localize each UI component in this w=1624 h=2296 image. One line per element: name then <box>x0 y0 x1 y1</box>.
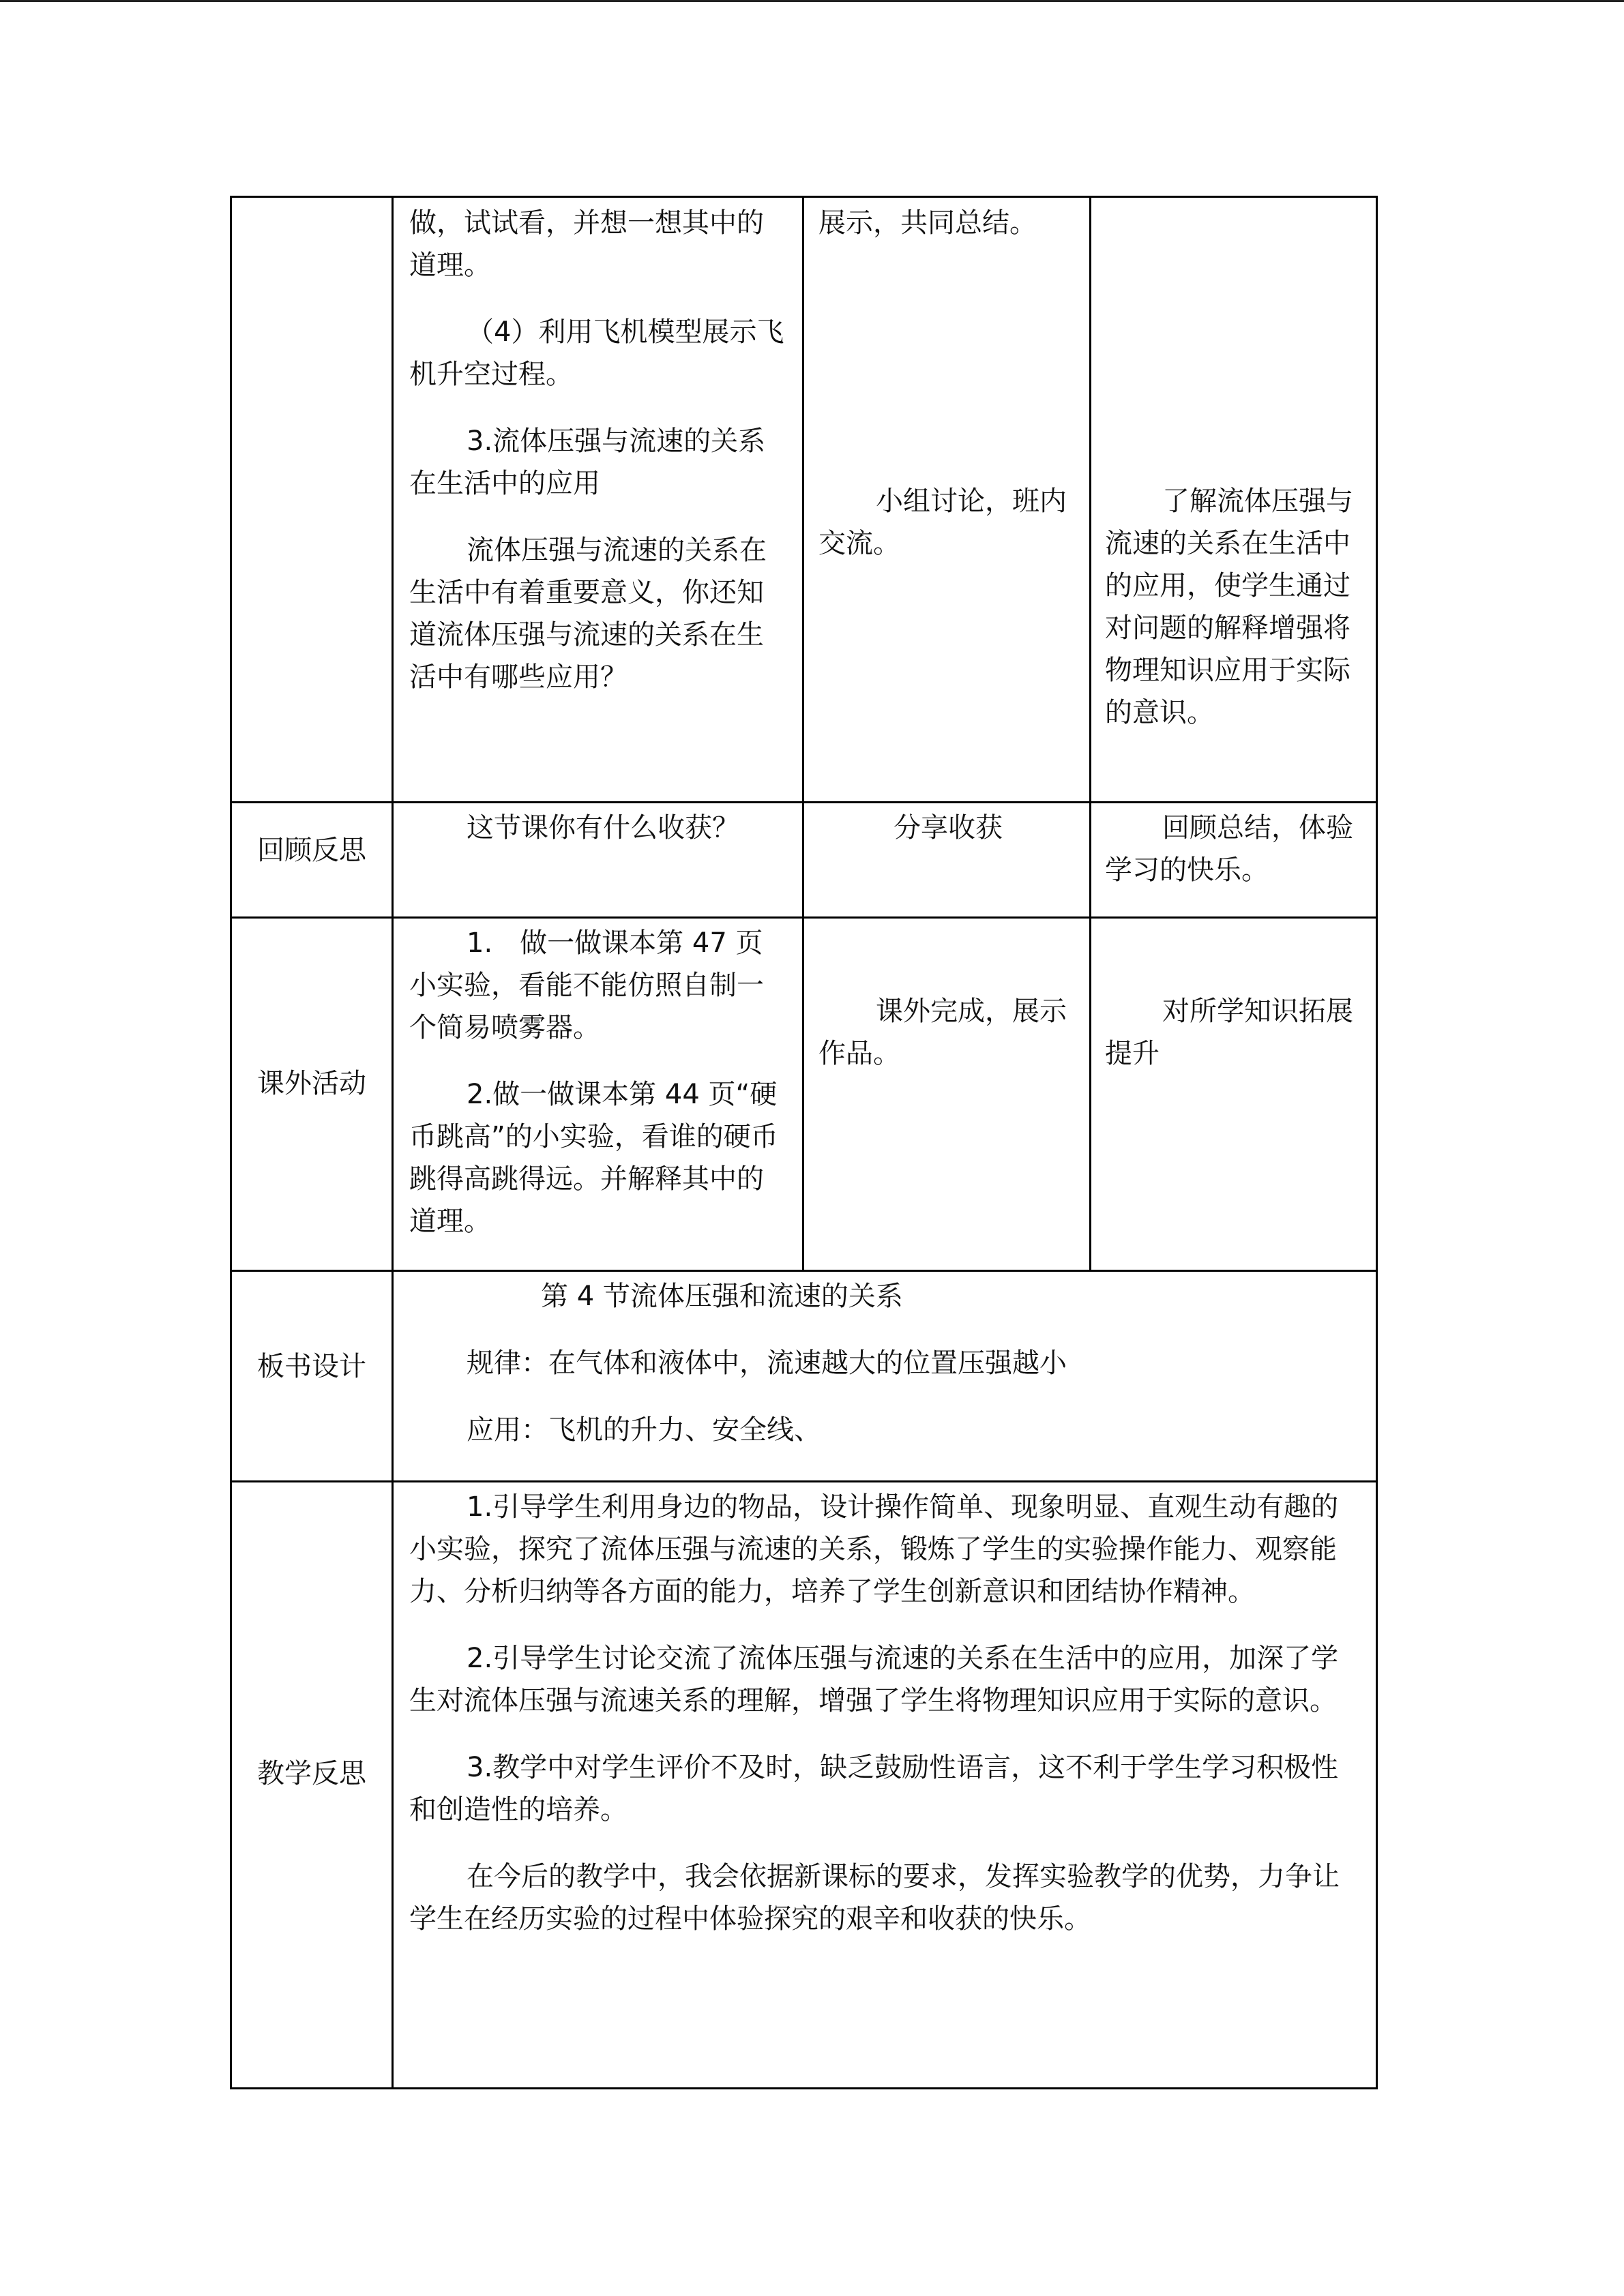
board-application: 应用：飞机的升力、安全线、 <box>467 1414 821 1446</box>
row-divider-1 <box>230 801 1378 803</box>
extracurricular-item-1: 1. 做一做课本第 47 页小实验，看能不能仿照自制一个简易喷雾器。 <box>409 927 764 1043</box>
review-content-text: 这节课你有什么收获？ <box>467 812 739 844</box>
table-col2-divider <box>802 196 804 1271</box>
cont-text-3: 3.流体压强与流速的关系在生活中的应用 <box>409 426 766 499</box>
board-title: 第 4 节流体压强和流速的关系 <box>541 1281 903 1312</box>
table-col3-divider <box>1089 196 1091 1271</box>
cont-text-2: （4）利用飞机模型展示飞机升空过程。 <box>409 316 784 390</box>
extracurricular-content <box>409 922 788 1267</box>
row-divider-4 <box>230 1480 1378 1482</box>
row-divider-2 <box>230 916 1378 919</box>
table-left-border <box>230 196 232 2089</box>
cont-text-1: 做，试试看，并想一想其中的道理。 <box>409 207 764 281</box>
table-bottom-border <box>230 2087 1378 2089</box>
extracurricular-purpose-text: 对所学知识拓展提升 <box>1105 996 1353 1069</box>
table-col1-divider <box>392 196 394 2089</box>
extracurricular-item-2: 2.做一做课本第 44 页“硬币跳高”的小实验，看谁的硬币跳得高跳得远。并解释其中的道理。 <box>409 1079 778 1237</box>
extracurricular-purpose <box>1105 990 1364 1099</box>
cont-teacher-activity <box>409 202 788 723</box>
review-purpose-text: 回顾总结，体验学习的快乐。 <box>1105 812 1353 886</box>
cont-text-4: 流体压强与流速的关系在生活中有着重要意义，你还知道流体压强与流速的关系在生活中有哪些应用？ <box>409 535 767 693</box>
extracurricular-label: 课外活动 <box>257 1068 366 1099</box>
reflection-paragraph-4: 在今后的教学中，我会依据新课标的要求，发挥实验教学的优势，力争让学生在经历实验的过程中体验探究的艰辛和收获的快乐。 <box>409 1861 1340 1935</box>
cont-student-activity-mid <box>818 480 1078 589</box>
review-student <box>818 807 1078 874</box>
reflection-paragraph-3: 3.教学中对学生评价不及时，缺乏鼓励性语言，这不利于学生学习积极性和创造性的培养。 <box>409 1752 1339 1825</box>
reflection-paragraph-2: 2.引导学生讨论交流了流体压强与流速的关系在生活中的应用，加深了学生对流体压强与流速关系的理解，增强了学生将物理知识应用于实际的意识。 <box>409 1643 1339 1716</box>
row-divider-3 <box>230 1270 1378 1272</box>
review-label: 回顾反思 <box>257 835 366 866</box>
reflection-content <box>409 1486 1364 1965</box>
reflection-paragraph-1: 1.引导学生利用身边的物品，设计操作简单、现象明显、直观生动有趣的小实验，探究了流体压强与流速的关系，锻炼了学生的实验操作能力、观察能力、分析归纳等各方面的能力，培养了学生创新意识和团结协作精神。 <box>409 1491 1339 1607</box>
review-purpose <box>1105 807 1364 916</box>
cont-design-purpose <box>1105 480 1364 758</box>
board-rule: 规律：在气体和液体中，流速越大的位置压强越小 <box>467 1347 1067 1379</box>
cont-student-text-top: 展示，共同总结。 <box>818 207 1037 239</box>
extracurricular-student-text: 课外完成，展示作品。 <box>818 996 1067 1069</box>
table-right-border <box>1376 196 1378 2089</box>
review-student-text: 分享收获 <box>894 812 1003 844</box>
review-content <box>409 807 788 874</box>
cont-purpose-text: 了解流体压强与流速的关系在生活中的应用，使学生通过对问题的解释增强将物理知识应用于实际的意识。 <box>1105 486 1353 728</box>
table-top-border <box>230 196 1378 198</box>
reflection-label: 教学反思 <box>257 1758 366 1789</box>
board-label: 板书设计 <box>257 1351 366 1382</box>
page-top-border <box>0 0 1624 2</box>
cont-student-activity-top <box>818 202 1078 269</box>
extracurricular-student <box>818 990 1078 1099</box>
board-content <box>409 1275 1364 1476</box>
cont-student-text-mid: 小组讨论，班内交流。 <box>818 486 1067 559</box>
